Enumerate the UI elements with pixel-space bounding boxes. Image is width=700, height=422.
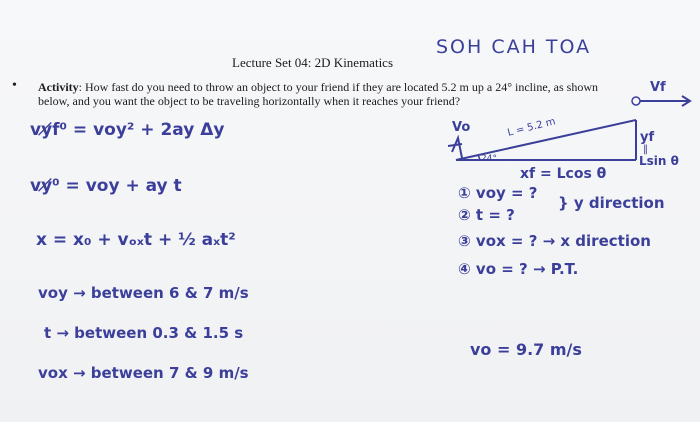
range-voy: voy → between 6 & 7 m/s — [38, 284, 249, 302]
final-answer: vo = 9.7 m/s — [470, 340, 582, 359]
step-3: ③ vox = ? → x direction — [458, 232, 651, 250]
page-title: Lecture Set 04: 2D Kinematics — [232, 55, 394, 70]
equation-x-position: x = x₀ + vₒₓt + ½ aₓt² — [36, 230, 236, 250]
equation-vy: vy̸⁰ = voy + ay t — [30, 176, 182, 196]
soh-cah-toa-note: SOH CAH TOA — [436, 36, 592, 58]
y-direction-note: } y direction — [558, 194, 665, 212]
label-xf: xf = Lcos θ — [520, 166, 607, 182]
bullet-marker: • — [12, 78, 17, 93]
label-vf: Vf — [650, 80, 666, 95]
label-angle: 24° — [481, 154, 497, 164]
equation-vf-squared: vy̸f⁰ = voy² + 2ay Δy — [30, 120, 225, 140]
label-equals-vertical: ‖ — [643, 144, 648, 155]
thrower-sketch — [448, 138, 462, 158]
label-yf: yf — [640, 130, 655, 145]
label-hypotenuse: L = 5.2 m — [506, 116, 557, 139]
range-vox: vox → between 7 & 9 m/s — [38, 364, 249, 382]
activity-text: : How fast do you need to throw an object to your friend if they are located 5.2 m up a 24° incline, as shown below, and you want the object to be traveling horizontally when it reaches your friend? — [38, 80, 598, 108]
label-vo: Vo — [452, 120, 471, 135]
activity-label: Activity — [38, 80, 79, 94]
range-time: t → between 0.3 & 1.5 s — [44, 324, 244, 342]
step-4: ④ vo = ? → P.T. — [458, 260, 579, 278]
friend-marker — [632, 97, 640, 105]
step-2: ② t = ? — [458, 206, 515, 224]
label-lsin: Lsin θ — [639, 154, 679, 168]
step-1: ① voy = ? — [458, 184, 538, 202]
